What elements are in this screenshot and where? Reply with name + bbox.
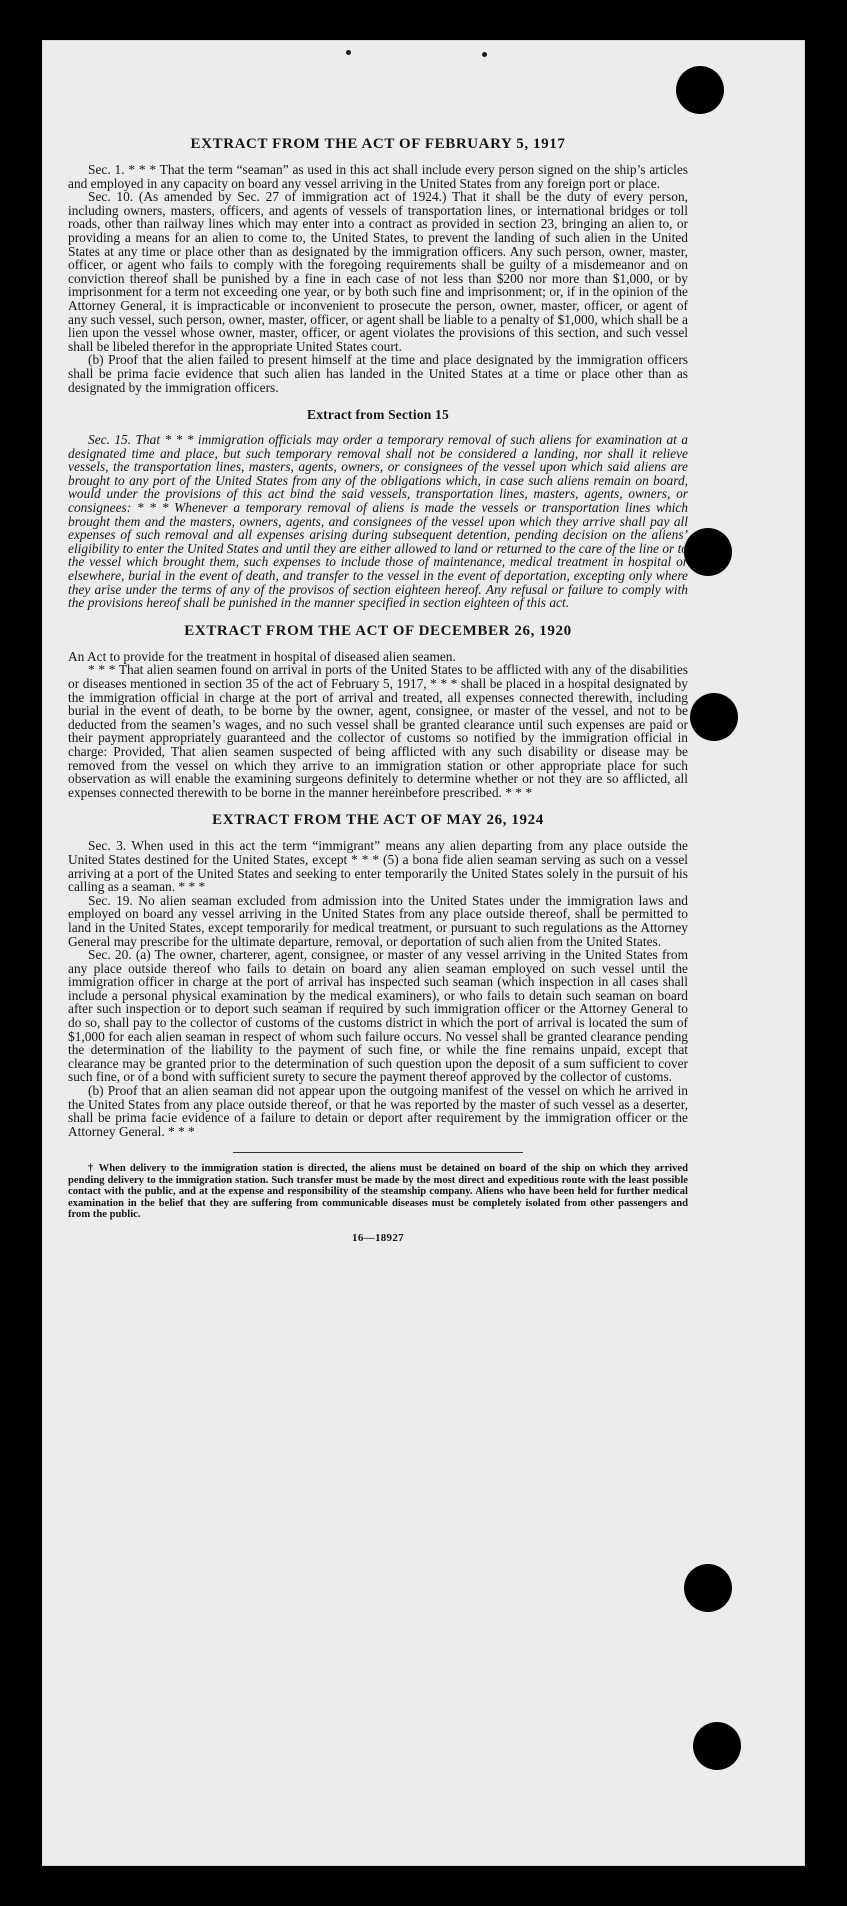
paragraph: (b) Proof that the alien failed to present himself at the time and place designated by the immigration officers shall be prima facie evidence that such alien has landed in the United States at a time or place other than as designated by the immigration officers. (68, 352, 688, 395)
paragraph: Sec. 1. * * * That the term “seaman” as used in this act shall include every person signed on the ship’s articles and employed in any capacity on board any vessel arriving in the United States from any foreign port or place. (68, 162, 688, 191)
scan-speck (346, 50, 351, 55)
paragraph: Sec. 19. No alien seaman excluded from admission into the United States under the immigration laws and employed on board any vessel arriving in the United States from any place outside thereof, shall be permitted to land in the United States, except temporarily for medical treatment, or pursuant to such regulations as the Attorney General may prescribe for the ultimate departure, removal, or deportation of such alien from the United States. (68, 892, 688, 949)
paragraph: An Act to provide for the treatment in hospital of diseased alien seamen. (68, 648, 456, 664)
section-heading: EXTRACT FROM THE ACT OF MAY 26, 1924 (212, 812, 544, 829)
punch-hole (690, 693, 738, 741)
paragraph: Sec. 10. (As amended by Sec. 27 of immigration act of 1924.) That it shall be the duty of every person, including owners, masters, officers, and agents of vessels of transportation lines, or international bridges or toll roads, other than railway lines which may enter into a contract as provided in section 23, bringing an alien to, or providing a means for an alien to come to, the United States, to prevent the landing of such alien in the United States at any time or place other than as designated by the immigration officers. Any such person, owner, master, officer, or agent who fails to comply with the foregoing requirements shall be guilty of a misdemeanor and on conviction thereof shall be punished by a fine in each case of not less than $200 nor more than $1,000, or by imprisonment for a term not exceeding one year, or by both such fine and imprisonment; or, if in the opinion of the Attorney General, it is impracticable or inconvenient to prosecute the person, owner, master, officer, or agent of any such vessel, such person, owner, master, officer, or agent shall be liable to a penalty of $1,000, which shall be a lien upon the vessel whose owner, master, officer, or agent violates the provisions of this section, and such vessel shall be libeled therefor in the appropriate United States court. (68, 189, 688, 354)
section-heading: EXTRACT FROM THE ACT OF DECEMBER 26, 1920 (184, 622, 572, 639)
paragraph: Sec. 20. (a) The owner, charterer, agent, consignee, or master of any vessel arriving in the United States from any place outside thereof who fails to detain on board any alien seaman employed on such vessel until the immigration officer in charge at the port of arrival has inspected such seaman (which inspection in all cases shall include a personal physical examination by the medical examiners), or who fails to detain such seaman on board after such inspection or to deport such seaman if required by such immigration officer or the Attorney General to do so, shall pay to the collector of customs of the customs district in which the port of arrival is located the sum of $1,000 for each alien seaman in respect of whom such failure occurs. No vessel shall be granted clearance pending the determination of the liability to the payment of such fine, or while the fine remains unpaid, except that clearance may be granted prior to the determination of such question upon the deposit of a sum sufficient to cover such fine, or of a bond with sufficient surety to secure the payment thereof approved by the collector of customs. (68, 947, 688, 1085)
paragraph: Sec. 15. That * * * immigration officials may order a temporary removal of such aliens for examination at a designated time and place, but such temporary removal shall not be considered a landing, nor shall it relieve vessels, the transportation lines, masters, agents, owners, or consignees of the vessel upon which said aliens are brought to any port of the United States from any of the obligations which, in case such aliens remain on board, would under the provisions of this act bind the said vessels, transportation lines, masters, agents, owners, or consignees: * * * Whenever a temporary removal of aliens is made the vessels or transportation lines which brought them and the masters, owners, agents, and consignees of the vessel upon which they arrive shall pay all expenses of such removal and all expenses arising during subsequent detention, pending decision on the aliens’ eligibility to enter the United States and until they are either allowed to land or returned to the care of the line or to the vessel which brought them, such expenses to include those of maintenance, medical treatment in hospital or elsewhere, burial in the event of death, and transfer to the vessel in the event of deportation, excepting only where they arise under the terms of any of the provisos of section eighteen hereof. Any refusal or failure to comply with the provisions hereof shall be punished in the manner specified in section eighteen of this act. (68, 432, 688, 611)
paragraph: Sec. 3. When used in this act the term “immigrant” means any alien departing from any place outside the United States destined for the United States, except * * * (5) a bona fide alien seaman serving as such on a vessel arriving at a port of the United States and seeking to enter temporarily the United States solely in the pursuit of his calling as a seaman. * * * (68, 838, 688, 895)
section-heading: EXTRACT FROM THE ACT OF FEBRUARY 5, 1917 (190, 136, 566, 152)
punch-hole (693, 1722, 741, 1770)
paragraph: (b) Proof that an alien seaman did not appear upon the outgoing manifest of the vessel on which he arrived in the United States from any place outside thereof, or that he was reported by the master of such vessel as a deserter, shall be prima facie evidence of a failure to detain or deport after requirement by the immigration officer or the Attorney General. * * * (68, 1083, 688, 1139)
document-body (68, 136, 688, 1244)
section-heading: Extract from Section 15 (307, 407, 449, 423)
punch-hole (676, 66, 724, 114)
punch-hole (684, 1564, 732, 1612)
footnote-divider (233, 1152, 523, 1153)
paragraph: * * * That alien seamen found on arrival in ports of the United States to be afflicted with any of the disabilities or diseases mentioned in section 35 of the act of February 5, 1917, * * * shall be placed in a hospital designated by the immigration official in charge at the port of arrival and treated, all expenses connected therewith, including burial in the event of death, to be borne by the owner, agent, consignee, or master of the vessel, and not to be deducted from the seamen’s wages, and no such vessel shall be granted clearance until such expenses are paid or their payment appropriately guaranteed and the collector of customs so notified by the immigration official in charge: Provided, That alien seamen suspected of being afflicted with any such disability or disease may be removed from the vessel on which they arrive to an immigration station or other appropriate place for such observation as will enable the examining surgeons definitely to determine whether or not they are so afflicted, all expenses connected therewith to be borne in the manner hereinbefore prescribed. * * * (68, 662, 688, 800)
form-code: 16—18927 (352, 1232, 404, 1245)
scan-speck (482, 52, 487, 57)
footnote: † When delivery to the immigration station is directed, the aliens must be detained on board of the ship on which they arrived pending delivery to the immigration station. Such transfer must be made by the most direct and expeditious route with the least possible contact with the public, and at the expense and responsibility of the steamship company. Aliens who have been held for further medical examination in the belief that they are suffering from communicable diseases must be completely isolated from other passengers and from the public. (68, 1163, 688, 1221)
punch-hole (684, 528, 732, 576)
